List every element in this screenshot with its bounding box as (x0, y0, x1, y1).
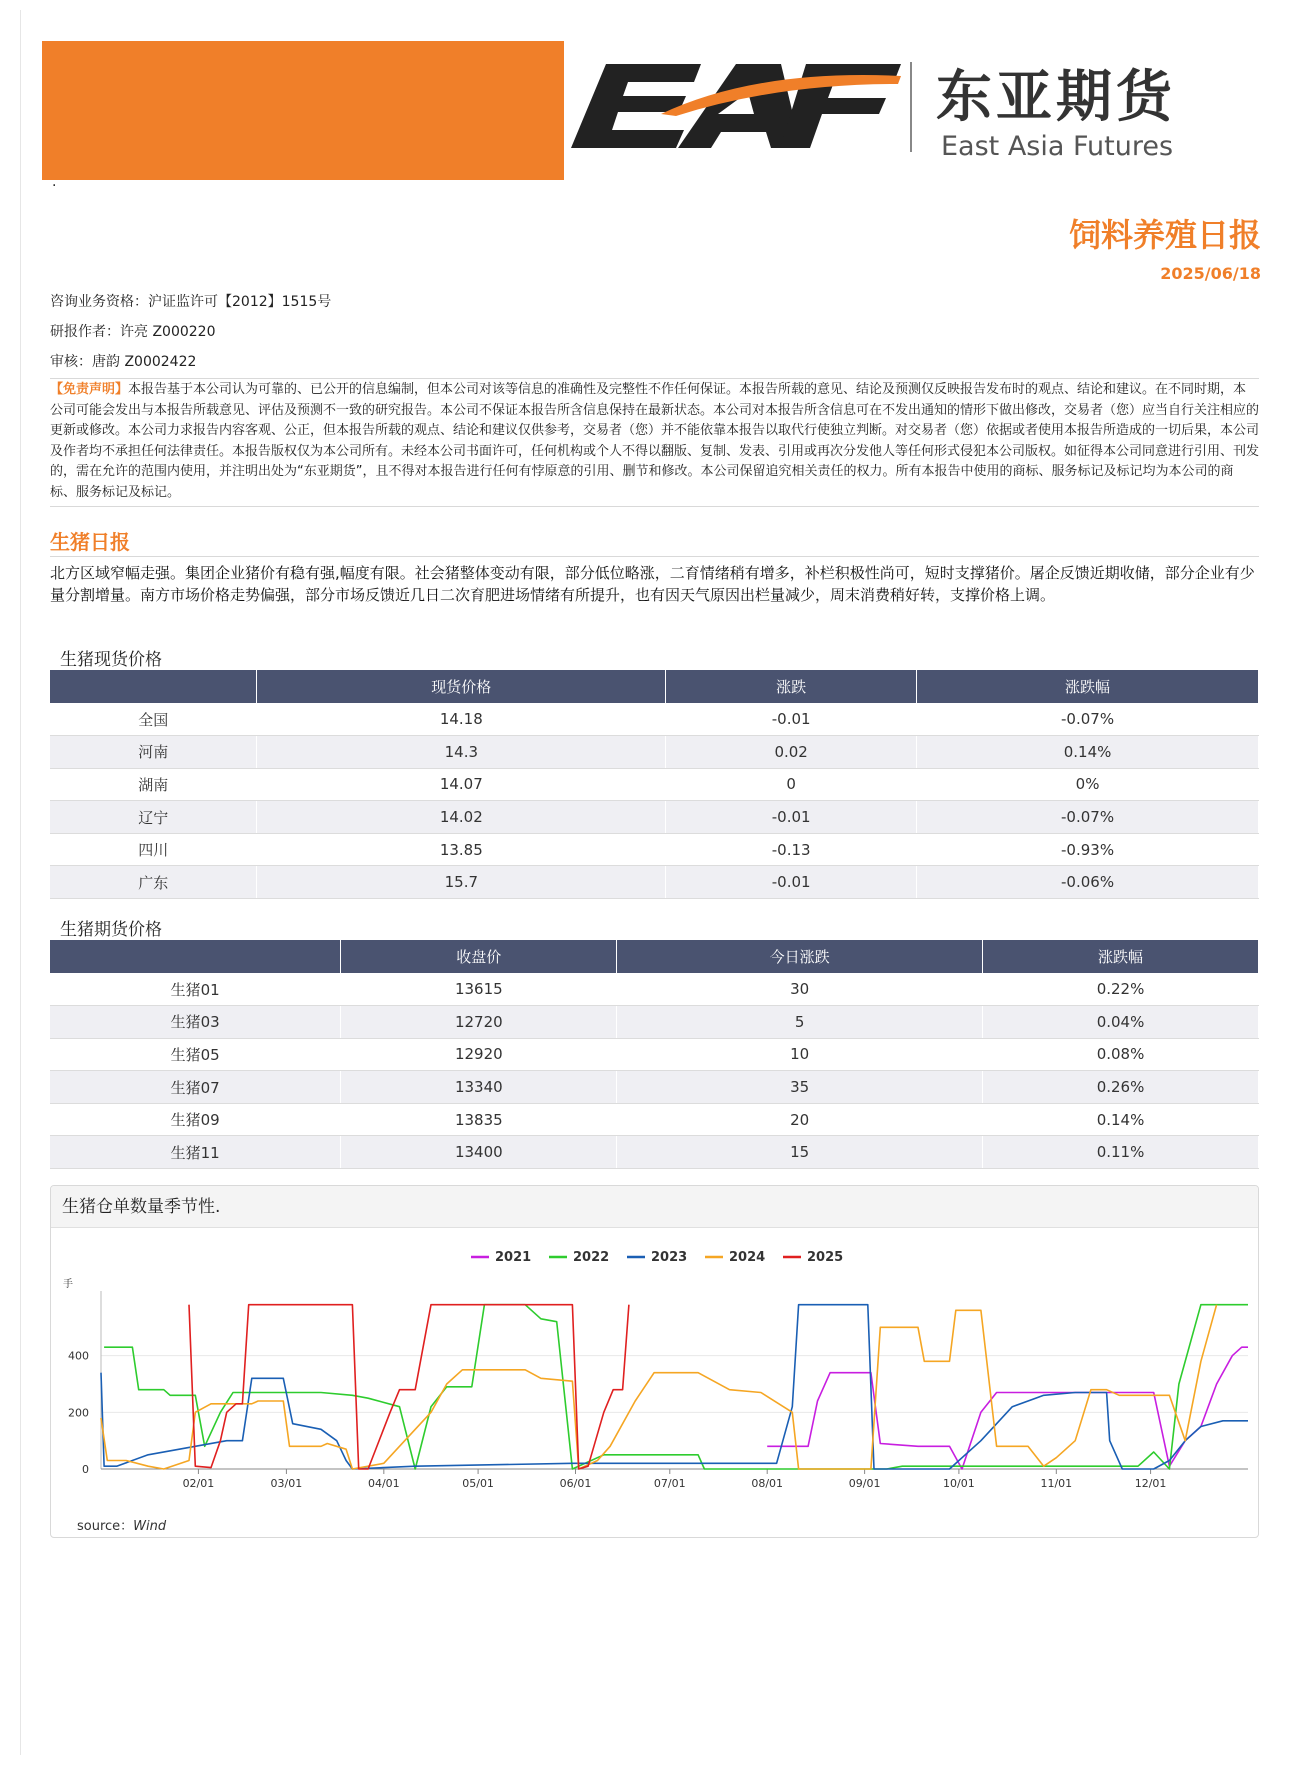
price-cell: 14.18 (257, 703, 666, 736)
contract-cell: 生猪01 (50, 973, 341, 1006)
column-header: 今日涨跌 (617, 940, 983, 973)
table-header-row (50, 940, 1259, 973)
y-tick-label: 200 (68, 1406, 89, 1420)
disclaimer-text: 本报告基于本公司认为可靠的、已公开的信息编制，但本公司对该等信息的准确性及完整性不作任何保证。本报告所载的意见、结论及预测仅反映报告发布时的观点、结论和建议。在不同时期，本公司可能会发出与本报告所载意见、评估及预测不一致的研究报告。本公司不保证本报告所含信息保持在最新状态。本公司对本报告所含信息可在不发出通知的情形下做出修改，交易者（您）应当自行关注相应的更新或修改。本公司力求报告内容客观、公正，但本报告所载的观点、结论和建议仅供参考，交易者（您）并不能依靠本报告以取代行使独立判断。对交易者（您）依据或者使用本报告所造成的一切后果，本公司及作者均不承担任何法律责任。本报告版权仅为本公司所有。未经本公司书面许可，任何机构或个人不得以翻版、复制、发表、引用或再次分发他人等任何形式侵犯本公司版权。如征得本公司同意进行引用、刊发的，需在允许的范围内使用，并注明出处为“东亚期货”，且不得对本报告进行任何有悖原意的引用、删节和修改。本公司保留追究相关责任的权力。所有本报告中使用的商标、服务标记及标记均为本公司的商标、服务标记及标记。 (50, 382, 1260, 500)
change-cell: -0.01 (666, 801, 917, 834)
price-cell: 13.85 (257, 833, 666, 866)
x-tick-label: 02/01 (182, 1477, 215, 1490)
x-tick-label: 03/01 (270, 1477, 303, 1490)
source-value: Wind (133, 1519, 167, 1534)
close-price-cell: 12920 (341, 1038, 617, 1071)
section-title: 生猪日报 (50, 530, 130, 554)
author-line: 研报作者：许亮 Z000220 (50, 324, 216, 340)
contract-cell: 生猪03 (50, 1006, 341, 1039)
legend-label-2021: 2021 (495, 1250, 532, 1265)
contract-cell: 生猪09 (50, 1103, 341, 1136)
chart-source (77, 1515, 166, 1534)
futures-price-table (50, 940, 1259, 1169)
close-price-cell: 13615 (341, 973, 617, 1006)
company-name-cn: 东亚期货 (936, 65, 1176, 130)
change-pct-cell: 0.14% (917, 736, 1259, 769)
header-banner (42, 41, 564, 180)
disclaimer-tag: 【免责声明】 (50, 382, 129, 397)
market-summary: 北方区域窄幅走强。集团企业猪价有稳有强,幅度有限。社会猪整体变动有限，部分低位略涨，二育情绪稍有增多，补栏积极性尚可，短时支撑猪价。屠企反馈近期收储，部分企业有少量分割增量。南方市场价格走势偏强，部分市场反馈近几日二次育肥进场情绪有所提升，也有因天气原因出栏量减少，周末消费稍好转，支撑价格上调。 (50, 564, 1255, 604)
y-axis-unit-label: 手 (63, 1279, 73, 1290)
region-cell: 辽宁 (50, 801, 257, 834)
change-cell: -0.01 (666, 703, 917, 736)
table-row (50, 866, 1259, 899)
y-tick-label: 0 (82, 1463, 89, 1476)
change-pct-cell: -0.07% (917, 703, 1259, 736)
warehouse-receipt-chart (51, 1229, 1258, 1509)
change-pct-cell: 0.14% (983, 1103, 1259, 1136)
company-logo (566, 54, 1266, 174)
region-cell: 四川 (50, 833, 257, 866)
legend-label-2025: 2025 (807, 1250, 844, 1265)
change-cell: 5 (617, 1006, 983, 1039)
close-price-cell: 13400 (341, 1136, 617, 1169)
column-header: 涨跌 (666, 670, 917, 703)
column-header (50, 940, 341, 973)
chart-card (50, 1185, 1259, 1538)
region-cell: 全国 (50, 703, 257, 736)
table-row (50, 1006, 1259, 1039)
y-tick-label: 400 (68, 1349, 89, 1363)
company-name-en: East Asia Futures (941, 131, 1174, 162)
x-tick-label: 09/01 (848, 1477, 881, 1490)
legend-label-2023: 2023 (651, 1250, 688, 1265)
region-cell: 湖南 (50, 768, 257, 801)
series-line-2023 (101, 1305, 1248, 1469)
table-row (50, 703, 1259, 736)
table-header-row (50, 670, 1259, 703)
change-pct-cell: 0.04% (983, 1006, 1259, 1039)
x-tick-label: 08/01 (751, 1477, 784, 1490)
change-cell: -0.13 (666, 833, 917, 866)
close-price-cell: 13340 (341, 1071, 617, 1104)
x-tick-label: 06/01 (559, 1477, 592, 1490)
page-marker: · (52, 178, 57, 194)
change-cell: 35 (617, 1071, 983, 1104)
price-cell: 14.02 (257, 801, 666, 834)
price-cell: 15.7 (257, 866, 666, 899)
x-tick-label: 07/01 (653, 1477, 686, 1490)
change-pct-cell: 0.11% (983, 1136, 1259, 1169)
change-cell: 20 (617, 1103, 983, 1136)
spot-table-title: 生猪现货价格 (60, 650, 162, 670)
table-row (50, 1071, 1259, 1104)
column-header (50, 670, 257, 703)
x-tick-label: 05/01 (462, 1477, 494, 1490)
legend-label-2024: 2024 (729, 1250, 766, 1265)
spot-price-table (50, 670, 1259, 899)
disclaimer-block (50, 378, 1259, 507)
x-tick-label: 04/01 (367, 1477, 400, 1490)
column-header: 现货价格 (257, 670, 666, 703)
price-cell: 14.3 (257, 736, 666, 769)
region-cell: 河南 (50, 736, 257, 769)
change-cell: 0 (666, 768, 917, 801)
change-cell: 10 (617, 1038, 983, 1071)
x-tick-label: 10/01 (943, 1477, 975, 1490)
table-row (50, 801, 1259, 834)
change-cell: 15 (617, 1136, 983, 1169)
chart-title: 生猪仓单数量季节性. (51, 1186, 1258, 1228)
x-tick-label: 12/01 (1134, 1477, 1167, 1490)
futures-table-title: 生猪期货价格 (60, 920, 162, 940)
table-row (50, 833, 1259, 866)
change-pct-cell: -0.06% (917, 866, 1259, 899)
price-cell: 14.07 (257, 768, 666, 801)
column-header: 涨跌幅 (983, 940, 1259, 973)
change-pct-cell: -0.07% (917, 801, 1259, 834)
table-row (50, 1038, 1259, 1071)
table-row (50, 768, 1259, 801)
report-date: 2025/06/18 (1160, 264, 1261, 283)
column-header: 涨跌幅 (917, 670, 1259, 703)
contract-cell: 生猪07 (50, 1071, 341, 1104)
contract-cell: 生猪11 (50, 1136, 341, 1169)
table-row (50, 736, 1259, 769)
change-pct-cell: 0.26% (983, 1071, 1259, 1104)
column-header: 收盘价 (341, 940, 617, 973)
reviewer-line: 审核：唐韵 Z0002422 (50, 354, 197, 370)
eaf-logo-mark (571, 64, 901, 148)
table-row (50, 1136, 1259, 1169)
section-divider (50, 556, 1259, 557)
change-cell: -0.01 (666, 866, 917, 899)
close-price-cell: 13835 (341, 1103, 617, 1136)
close-price-cell: 12720 (341, 1006, 617, 1039)
page-margin-line (20, 10, 21, 1755)
contract-cell: 生猪05 (50, 1038, 341, 1071)
qualification-line: 咨询业务资格：沪证监许可【2012】1515号 (50, 294, 332, 310)
table-row (50, 973, 1259, 1006)
report-title: 饲料养殖日报 (1068, 216, 1261, 254)
legend-label-2022: 2022 (573, 1250, 610, 1265)
source-label: source： (77, 1519, 134, 1534)
change-pct-cell: 0.08% (983, 1038, 1259, 1071)
change-pct-cell: 0.22% (983, 973, 1259, 1006)
change-cell: 30 (617, 973, 983, 1006)
table-row (50, 1103, 1259, 1136)
change-pct-cell: 0% (917, 768, 1259, 801)
series-line-2022 (104, 1305, 1248, 1469)
series-line-2024 (101, 1305, 1217, 1469)
change-pct-cell: -0.93% (917, 833, 1259, 866)
x-tick-label: 11/01 (1040, 1477, 1073, 1490)
region-cell: 广东 (50, 866, 257, 899)
change-cell: 0.02 (666, 736, 917, 769)
